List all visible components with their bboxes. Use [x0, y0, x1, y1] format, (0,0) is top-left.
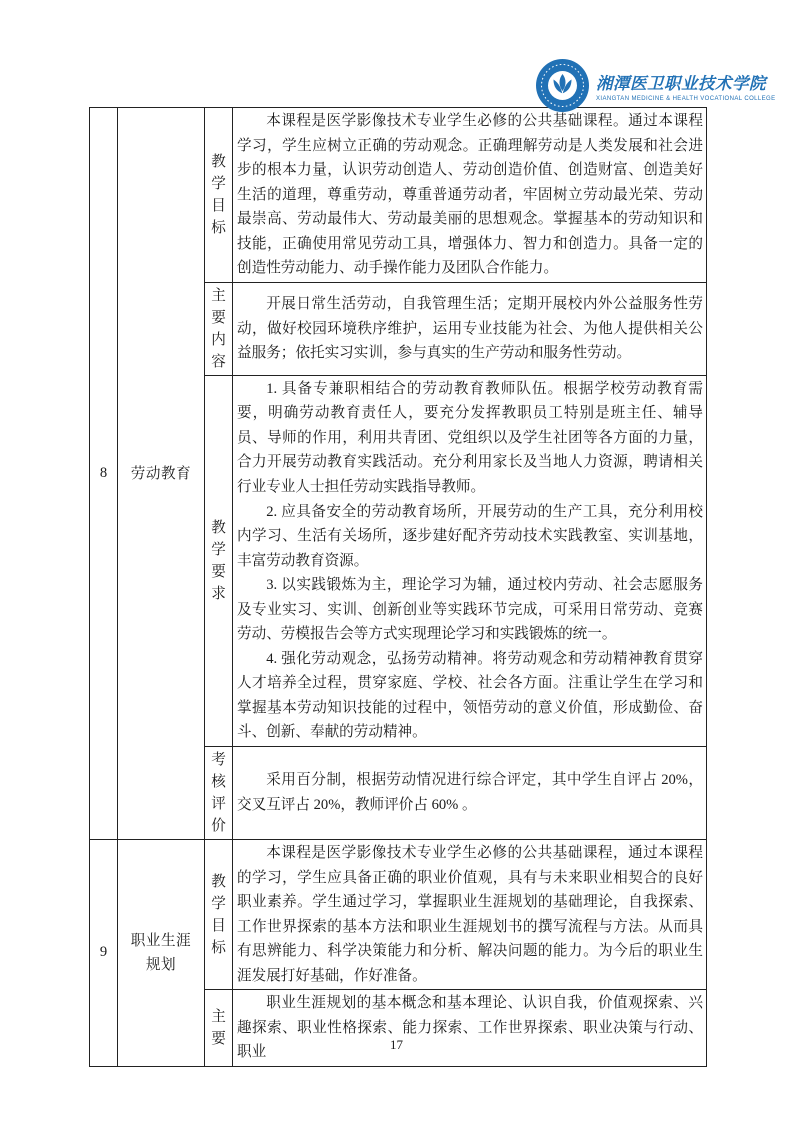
section-label-main-content: 主 要	[205, 990, 233, 1067]
main-content-cell	[233, 990, 707, 1067]
paragraph: 职业生涯规划的基本概念和基本理论、认识自我，价值观探索、兴趣探索、职业性格探索、能力探索、工作世界探索、职业决策与行动、职业	[237, 995, 703, 1061]
section-label-teaching-objectives: 教 学 目 标	[205, 108, 233, 283]
section-label-main-content: 主 要 内 容	[205, 282, 233, 375]
college-name-chinese: 湘潭医卫职业技术学院	[596, 73, 766, 93]
paragraph: 本课程是医学影像技术专业学生必修的公共基础课程。通过本课程学习，学生应树立正确的劳动观念。正确理解劳动是人类发展和社会进步的根本力量，认识劳动创造人、劳动创造价值、创造财富、创造美好生活的道理，尊重劳动，尊重普通劳动者，牢固树立劳动最光荣、劳动最崇高、劳动最伟大、劳动最美丽的思想观念。掌握基本的劳动知识和技能，正确使用常见劳动工具，增强体力、智力和创造力。具备一定的创造性劳动能力、动手操作能力及团队合作能力。	[237, 113, 703, 277]
section-label-teaching-objectives: 教 学 目 标	[205, 840, 233, 990]
assessment-evaluation-content	[233, 747, 707, 840]
paragraph: 开展日常生活劳动，自我管理生活；定期开展校内外公益服务性劳动，做好校园环境秩序维护，运用专业技能为社会、为他人提供相关公益服务；依托实习实训，参与真实的生产劳动和服务性劳动。	[237, 296, 703, 362]
row-number-9: 9	[90, 840, 118, 1067]
teaching-requirements-content	[233, 375, 707, 746]
paragraph: 2. 应具备安全的劳动教育场所，开展劳动的生产工具，充分利用校内学习、生活有关场所，逐步建好配齐劳动技术实践教室、实训基地，丰富劳动教育资源。	[237, 503, 703, 569]
college-name-english: XIANGTAN MEDICINE & HEALTH VOCATIONAL COLLEGE	[596, 95, 776, 102]
section-label-teaching-requirements: 教 学 要 求	[205, 375, 233, 746]
paragraph: 1. 具备专兼职相结合的劳动教育教师队伍。根据学校劳动教育需要，明确劳动教育责任人，要充分发挥教职员工特别是班主任、辅导员、导师的作用，利用共青团、党组织以及学生社团等各方面的力量，合力开展劳动教育实践活动。充分利用家长及当地人力资源，聘请相关行业专业人士担任劳动实践指导教师。	[237, 380, 703, 496]
page-number: 17	[390, 1037, 403, 1052]
course-name-career-planning: 职业生涯 规划	[118, 840, 205, 1067]
main-content-cell	[233, 282, 707, 375]
course-name-labor-education: 劳动教育	[118, 108, 205, 840]
college-logo	[536, 59, 775, 112]
college-name-block	[596, 70, 775, 102]
paragraph: 3. 以实践锻炼为主，理论学习为辅，通过校内劳动、社会志愿服务及专业实习、实训、创新创业等实践环节完成，可采用日常劳动、竞赛劳动、劳模报告会等方式实现理论学习和实践锻炼的统一。	[237, 577, 703, 643]
teaching-objectives-content	[233, 108, 707, 283]
paragraph: 本课程是医学影像技术专业学生必修的公共基础课程，通过本课程的学习，学生应具备正确的职业价值观，具有与未来职业相契合的良好职业素养。学生通过学习，掌握职业生涯规划的基础理论，自我探索、工作世界探索的基本方法和职业生涯规划书的撰写流程与方法。从而具有思辨能力、科学决策能力和分析、解决问题的能力。为今后的职业生涯发展打好基础，作好准备。	[237, 845, 703, 984]
section-label-assessment-evaluation: 考 核 评 价	[205, 747, 233, 840]
college-emblem-icon	[536, 59, 589, 112]
paragraph: 4. 强化劳动观念，弘扬劳动精神。将劳动观念和劳动精神教育贯穿人才培养全过程，贯穿家庭、学校、社会各方面。注重让学生在学习和掌握基本劳动知识技能的过程中，领悟劳动的意义价值，形成勤俭、奋斗、创新、奉献的劳动精神。	[237, 650, 703, 741]
paragraph: 采用百分制，根据劳动情况进行综合评定，其中学生自评占 20%，交叉互评占 20%，教师评价占 60% 。	[237, 772, 703, 814]
course-syllabus-table	[89, 107, 707, 1067]
row-number-8: 8	[90, 108, 118, 840]
teaching-objectives-content	[233, 840, 707, 990]
